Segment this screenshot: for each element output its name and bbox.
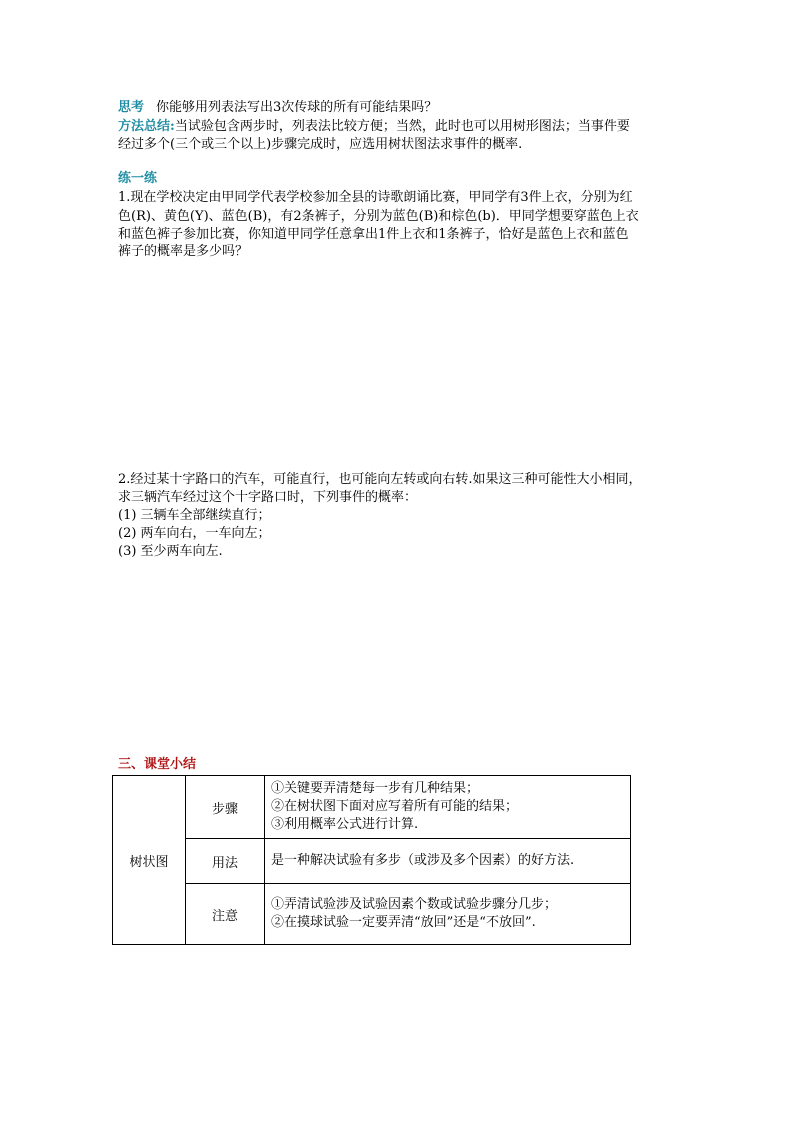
practice-heading: 练一练 xyxy=(118,171,158,186)
summary-line: ①关键要弄清楚每一步有几种结果； xyxy=(271,781,480,796)
question-2-line: 求三辆汽车经过这个十字路口时，下列事件的概率： xyxy=(118,490,418,505)
summary-row-notes xyxy=(113,884,631,945)
method-line-1 xyxy=(118,118,630,136)
question-2-item: (3) 至少两车向左. xyxy=(118,544,223,559)
summary-main-label: 树状图 xyxy=(113,776,186,945)
summary-row-label: 用法 xyxy=(186,839,265,884)
summary-table xyxy=(112,775,631,945)
question-1-line: 和蓝色裤子参加比赛，你知道甲同学任意拿出1件上衣和1条裤子，恰好是蓝色上衣和蓝色 xyxy=(118,227,629,242)
question-2-item: (2) 两车向右，一车向左； xyxy=(118,526,271,541)
method-text-2: 经过多个(三个或三个以上)步骤完成时，应选用树状图法求事件的概率. xyxy=(118,137,523,152)
summary-row-content xyxy=(265,776,631,839)
question-2-item: (1) 三辆车全部继续直行； xyxy=(118,508,271,523)
question-2-line: 2.经过某十字路口的汽车，可能直行，也可能向左转或向右转.如果这三种可能性大小相同， xyxy=(118,472,642,487)
question-1-line: 裤子的概率是多少吗？ xyxy=(118,244,249,259)
think-text: 你能够用列表法写出3次传球的所有可能结果吗？ xyxy=(156,100,438,115)
question-1-line: 色(R)、黄色(Y)、蓝色(B)，有2条裤子，分别为蓝色(B)和棕色(b)．甲同学想要穿蓝色上衣 xyxy=(118,209,639,224)
summary-line: ①弄清试验涉及试验因素个数或试验步骤分几步； xyxy=(271,897,558,912)
method-label: 方法总结: xyxy=(118,119,175,134)
summary-line: ②在摸球试验一定要弄清“放回”还是“不放回”. xyxy=(271,915,536,930)
summary-row-content xyxy=(265,839,631,884)
method-text-1: 当试验包含两步时，列表法比较方便；当然，此时也可以用树形图法；当事件要 xyxy=(174,119,630,134)
question-1-line: 1.现在学校决定由甲同学代表学校参加全县的诗歌朗诵比赛，甲同学有3件上衣，分别为红 xyxy=(118,190,633,205)
think-label: 思考 xyxy=(118,100,145,115)
method-line-2 xyxy=(118,136,522,154)
summary-row-label: 注意 xyxy=(186,884,265,945)
summary-row-steps xyxy=(113,776,631,839)
summary-line: 是一种解决试验有多步（或涉及多个因素）的好方法. xyxy=(271,853,575,868)
summary-heading: 三、课堂小结 xyxy=(118,757,197,772)
summary-row-label: 步骤 xyxy=(186,776,265,839)
summary-row-content xyxy=(265,884,631,945)
think-line xyxy=(118,99,437,117)
summary-line: ②在树状图下面对应写着所有可能的结果； xyxy=(271,799,519,814)
summary-row-usage xyxy=(113,839,631,884)
summary-line: ③利用概率公式进行计算. xyxy=(271,817,419,832)
